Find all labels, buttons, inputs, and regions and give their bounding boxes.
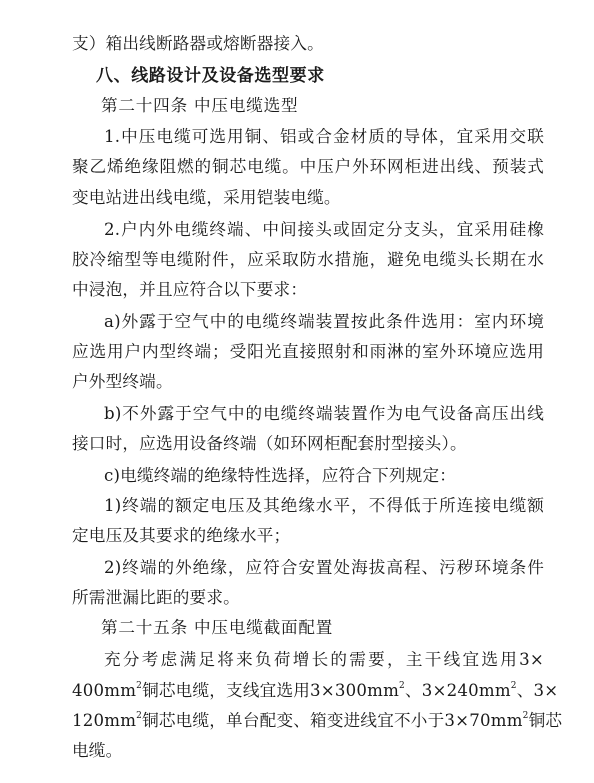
article-25-title: 第二十五条 中压电缆截面配置 (101, 618, 334, 637)
superscript: 2 (136, 681, 143, 692)
paragraph-2-line-2: 胶冷缩型等电缆附件，应采取防水措施，避免电缆头长期在水 (72, 250, 544, 269)
item-c-line-1: c)电缆终端的绝缘特性选择，应符合下列规定： (104, 466, 457, 485)
text-span: 、3× (516, 681, 559, 700)
paragraph-1-line-1: 1.中压电缆可选用铜、铝或合金材质的导体，宜采用交联 (104, 127, 544, 146)
paragraph-3-line-4: 电缆。 (72, 741, 123, 760)
text-span: 铜芯 (528, 711, 563, 730)
superscript: 2 (522, 711, 529, 722)
paragraph-2-line-3: 中浸泡，并且应符合以下要求： (72, 280, 308, 299)
paragraph-1-line-2: 聚乙烯绝缘阻燃的铜芯电缆。中压户外环网柜进出线、预装式 (72, 157, 544, 176)
superscript: 2 (399, 681, 405, 692)
superscript: 2 (510, 681, 517, 692)
item-a-line-2: 应选用户内型终端；受阳光直接照射和雨淋的室外环境应选用 (72, 342, 544, 361)
text-span: 120mm (72, 711, 137, 730)
paragraph-3-line-3 (72, 711, 562, 731)
text-span: 、3×240mm (404, 681, 511, 700)
item-c1-line-1: 1)终端的额定电压及其绝缘水平，不得低于所连接电缆额 (104, 496, 544, 515)
text-span: 400mm (72, 681, 137, 700)
text-line: 支）箱出线断路器或熔断器接入。 (72, 34, 324, 53)
item-c2-line-2: 所需泄漏比距的要求。 (72, 588, 240, 607)
text-span: 铜芯电缆，支线宜选用3×300mm (142, 681, 400, 700)
item-b-line-2: 接口时，应选用设备终端（如环网柜配套肘型接头）。 (72, 434, 467, 453)
paragraph-3-line-2 (72, 681, 558, 701)
superscript: 2 (136, 711, 143, 722)
article-24-title: 第二十四条 中压电缆选型 (101, 96, 299, 115)
item-a-line-1: a)外露于空气中的电缆终端装置按此条件选用：室内环境 (104, 312, 544, 331)
item-a-line-3: 户外型终端。 (72, 372, 173, 391)
paragraph-3-line-1: 充分考虑满足将来负荷增长的需要，主干线宜选用3× (104, 650, 544, 669)
paragraph-2-line-1: 2.户内外电缆终端、中间接头或固定分支头，宜采用硅橡 (104, 220, 544, 239)
section-heading: 八、线路设计及设备选型要求 (96, 66, 325, 86)
item-b-line-1: b)不外露于空气中的电缆终端装置作为电气设备高压出线 (104, 404, 544, 423)
paragraph-1-line-3: 变电站进出线电缆，采用铠装电缆。 (72, 188, 341, 207)
item-c2-line-1: 2)终端的外绝缘，应符合安置处海拔高程、污秽环境条件 (104, 558, 544, 577)
text-span: 铜芯电缆，单台配变、箱变进线宜不小于3×70mm (142, 711, 523, 730)
item-c1-line-2: 定电压及其要求的绝缘水平； (72, 526, 291, 545)
